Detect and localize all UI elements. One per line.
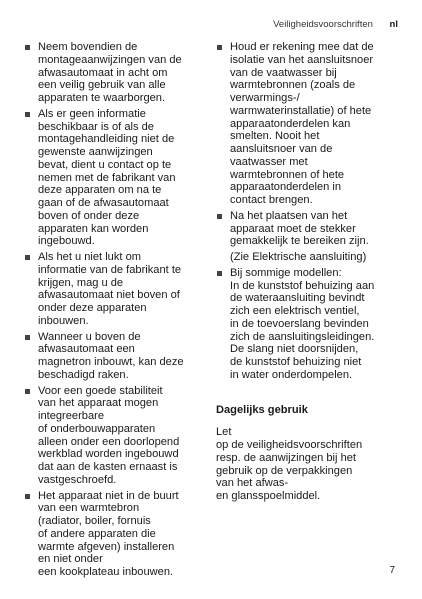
square-bullet-icon (25, 255, 30, 260)
list-item (216, 41, 402, 207)
text-line: Als het u niet lukt om (38, 251, 141, 263)
text-line: dat aan de kasten ernaast is (38, 461, 178, 473)
text-line: de kunststof behuizing niet (230, 356, 362, 368)
text-line: afwasautomaat niet boven of (38, 289, 180, 302)
text-line: krijgen, mag u de (38, 276, 124, 289)
square-bullet-icon (25, 335, 30, 340)
text-line: en niet onder (38, 553, 103, 566)
text-line: aansluitsnoer van de (230, 143, 333, 155)
text-line: (radiator, boiler, fornuis (38, 515, 151, 527)
left-bullet-list (24, 41, 206, 579)
text-line: alleen onder een doorlopend (38, 435, 180, 448)
text-line: beschikbaar is of als de (38, 120, 154, 133)
text-line: apparaten te waarborgen. (38, 92, 166, 104)
square-bullet-icon (25, 389, 30, 394)
text-line: afwasautomaat een (38, 343, 135, 356)
text-line: gewenste aanwijzingen (38, 146, 153, 158)
list-item (24, 108, 206, 248)
text-line: isolatie van het aansluitsnoer (230, 53, 374, 66)
text-line: in water onderdompelen. (230, 368, 353, 381)
text-line: Neem bovendien de (38, 41, 138, 53)
text-line: boven of onder deze (38, 209, 140, 222)
text-line: op de veiligheidsvoorschriften (216, 439, 363, 451)
text-line: inbouwen. (38, 314, 89, 327)
text-line: verwarmings-/ (230, 92, 300, 104)
text-line: bevat, dient u contact op te (38, 158, 172, 171)
text-line: van een warmtebron (38, 502, 140, 515)
text-line: nemen met de fabrikant van (38, 171, 176, 184)
text-line: informatie van de fabrikant te (38, 263, 182, 276)
text-line: montagehandleiding niet de (38, 133, 175, 146)
text-line: integreerbare (38, 410, 104, 422)
text-line: contact brengen. (230, 194, 313, 206)
text-line: onder deze apparaten (38, 302, 147, 314)
text-line: ingebouwd. (38, 235, 95, 248)
square-bullet-icon (25, 112, 30, 117)
text-line: afwasautomaat in acht om (38, 66, 168, 79)
right-column (216, 41, 402, 503)
right-bullet-list (216, 41, 402, 248)
text-line: resp. de aanwijzingen bij het (216, 451, 356, 464)
text-line: De slang niet doorsnijden, (230, 343, 359, 356)
text-line: vastgeschroefd. (38, 473, 117, 486)
page-header (273, 19, 398, 30)
text-line: de wateraansluiting bevindt (230, 292, 365, 305)
page-number: 7 (389, 565, 395, 576)
text-line: of onderbouwapparaten (38, 422, 156, 435)
square-bullet-icon (25, 494, 30, 499)
text-line: Wanneer u boven de (38, 330, 141, 343)
list-item (24, 251, 206, 328)
text-line: montageaanwijzingen van de (38, 53, 182, 66)
text-line: een veilig gebruik van alle (38, 79, 166, 92)
text-line: in de toevoerslang bevinden (230, 317, 369, 330)
text-line: van de vaatwasser bij (230, 66, 337, 79)
models-text (216, 280, 402, 382)
left-column (24, 41, 206, 582)
section-title: Veiligheidsvoorschriften (273, 19, 373, 30)
language-code: nl (389, 19, 398, 30)
text-line: apparaat moet de stekker (230, 222, 356, 235)
text-line: zich een elektrisch ventiel, (230, 305, 360, 317)
text-line: beschadigd raken. (38, 368, 129, 381)
daily-use-heading: Dagelijks gebruik (216, 403, 308, 416)
models-label: Bij sommige modellen: (230, 266, 342, 279)
list-item (24, 41, 206, 105)
square-bullet-icon (217, 214, 222, 219)
text-line: van het afwas- (216, 477, 289, 490)
electrical-note: (Zie Elektrische aansluiting) (230, 251, 367, 263)
text-line: van het apparaat mogen (38, 397, 159, 410)
text-line: werkblad worden ingebouwd (38, 448, 179, 461)
square-bullet-icon (217, 271, 222, 276)
list-item (24, 490, 206, 579)
text-line: warmtebronnen (zoals de (230, 79, 356, 92)
square-bullet-icon (25, 45, 30, 50)
daily-use-text (216, 426, 402, 503)
text-line: een kookplateau inbouwen. (38, 566, 174, 578)
text-line: apparaatonderdelen in (230, 181, 342, 194)
list-item (216, 267, 402, 280)
text-line: gebruik op de verpakkingen (216, 464, 353, 477)
text-line: Als er geen informatie (38, 107, 146, 120)
text-line: deze apparaten om na te (38, 184, 162, 197)
text-line: smelten. Nooit het (230, 130, 320, 143)
text-line: Voor een goede stabiliteit (38, 384, 163, 397)
list-item (24, 385, 206, 487)
text-line: warmwaterinstallatie) of hete (230, 104, 372, 117)
text-line: Houd er rekening mee dat de (230, 41, 374, 53)
square-bullet-icon (217, 45, 222, 50)
text-line: In de kunststof behuizing aan (230, 279, 375, 292)
text-line: Het apparaat niet in de buurt (38, 489, 179, 502)
text-line: apparaatonderdelen kan (230, 117, 351, 130)
text-line: warmte afgeven) installeren (38, 540, 175, 553)
text-line: vaatwasser met (230, 155, 308, 168)
text-line: of andere apparaten die (38, 527, 156, 540)
models-list (216, 267, 402, 280)
text-line: en glansspoelmiddel. (216, 490, 321, 502)
list-item (216, 210, 402, 248)
text-line: gemakkelijk te bereiken zijn. (230, 235, 369, 248)
text-line: Let (216, 426, 232, 439)
text-line: zich de aansluitingsleidingen. (230, 330, 375, 343)
text-line: magnetron inbouwt, kan deze (38, 356, 184, 368)
text-line: apparaten kan worden (38, 222, 149, 235)
list-item (24, 331, 206, 382)
text-line: Na het plaatsen van het (230, 209, 348, 222)
text-line: gaan of de afwasautomaat (38, 197, 169, 209)
text-line: warmtebronnen of hete (230, 168, 345, 181)
